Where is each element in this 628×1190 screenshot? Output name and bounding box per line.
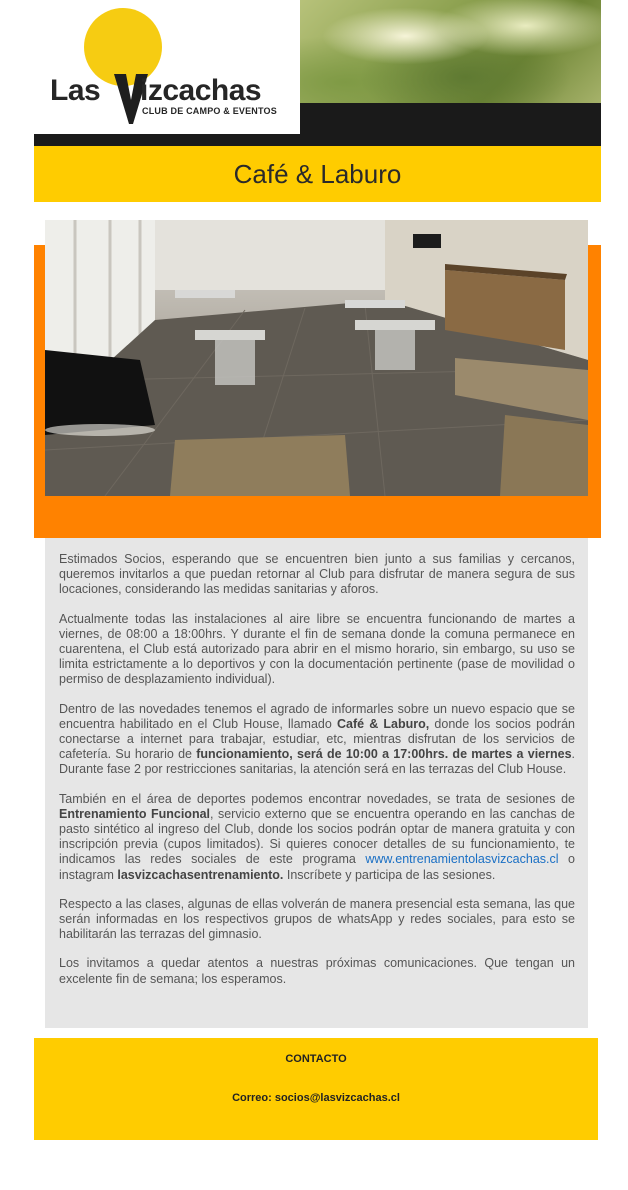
text-segment: Dentro de las novedades tenemos el agrado de informarles sobre un nuevo espacio que se encuentra habilitado en el Club House, llamado [59, 701, 575, 731]
logo-name-left: Las [50, 74, 101, 107]
paragraph-greeting: Estimados Socios, esperando que se encuentren bien junto a sus familias y cercanos, queremos invitarlos a que puedan retornar al Club para disfrutar de manera segura de sus locaciones, considerando las medidas sanitarias y aforos. [59, 552, 575, 597]
cafe-name-bold: Café & Laburo, [336, 716, 430, 731]
page-title: Café & Laburo [233, 158, 402, 189]
contact-band [34, 1038, 598, 1140]
cafe-interior-photo [45, 220, 588, 496]
text-segment: . Durante fase 2 por restricciones sanitarias, la atención será en las terrazas del Club House. [59, 747, 576, 777]
contact-title: CONTACTO [285, 1053, 347, 1065]
paragraph-closing: Los invitamos a quedar atentos a nuestras próximas comunicaciones. Que tengan un excelente fin de semana; los esperamos. [59, 956, 575, 986]
paragraph-facilities: Actualmente todas las instalaciones al aire libre se encuentra funcionando de martes a viernes, de 08:00 a 18:00hrs. Y durante el fin de semana donde la comuna permanece en cuarentena, el Club está autorizado para abrir en el mismo horario, sin embargo, su uso se limita estrictamente a lo deportivos y con la documentación pertinente (pase de movilidad o permiso de desplazamiento individual). [59, 611, 575, 687]
text-segment: También en el área de deportes podemos encontrar novedades, se trata de sesiones de [59, 791, 575, 806]
paragraph-cafe [59, 702, 575, 778]
paragraph-classes: Respecto a las clases, algunas de ellas volverán de manera presencial esta semana, las que serán informadas en los respectivos grupos de whatsApp y redes sociales, para esto se habilitarán las terrazas del gimnasio. [59, 896, 575, 942]
text-segment: Inscríbete y participa de las sesiones. [283, 867, 496, 882]
text-segment: o instagram [59, 852, 575, 882]
contact-email[interactable]: Correo: socios@lasvizcachas.cl [232, 1092, 400, 1104]
header-trees-photo [300, 0, 601, 103]
paragraph-training [59, 792, 575, 883]
instagram-handle-bold: lasvizcachasentrenamiento. [117, 867, 284, 882]
text-segment: , servicio externo que se encuentra operando en las canchas de pasto sintético al ingreso del Club, donde los socios podrán optar de manera gratuita y con inscripción previa (cupos limitados). Si quieres conocer detalles de su funcionamiento, te indicamos las redes sociales de este programa [59, 806, 576, 867]
cafe-hours-bold: funcionamiento, será de 10:00 a 17:00hrs. de martes a viernes [196, 747, 572, 762]
training-website-link[interactable]: www.entrenamientolasvizcachas.cl [365, 852, 559, 867]
training-name-bold: Entrenamiento Funcional [59, 806, 211, 821]
text-segment: donde los socios podrán conectarse a internet para trabajar, estudiar, etc, mientras disfrutan de los servicios de cafetería. Su horario de [59, 716, 575, 762]
logo-name-right: izcachas [140, 74, 262, 107]
title-band [34, 146, 601, 202]
message-body [45, 538, 588, 1028]
cafe-photo-illustration [45, 220, 588, 496]
logo-tagline: CLUB DE CAMPO & EVENTOS [142, 106, 277, 116]
